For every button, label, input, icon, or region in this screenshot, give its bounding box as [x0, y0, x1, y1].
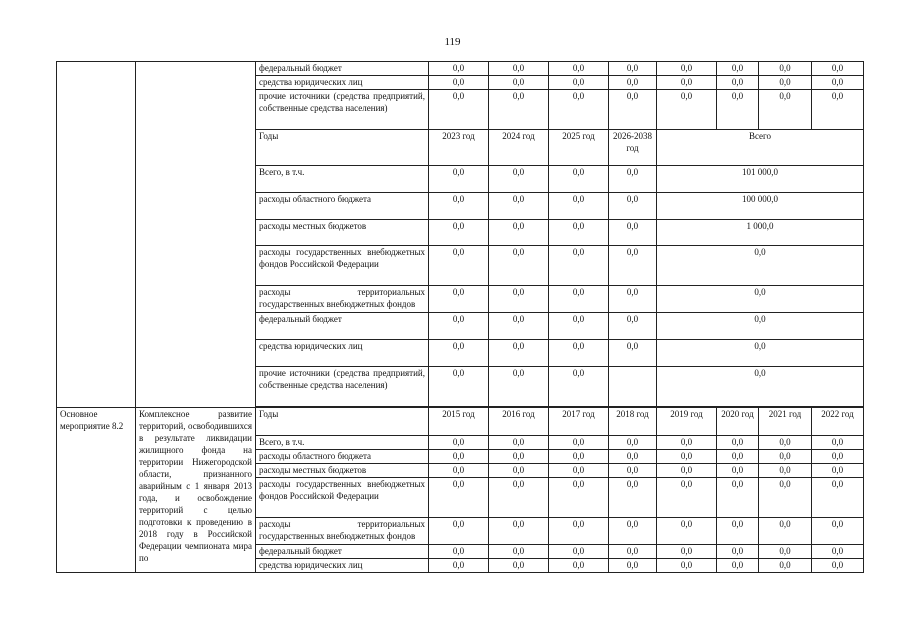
total-value: 0,0	[657, 313, 864, 340]
value-cell: 0,0	[609, 545, 657, 559]
value-cell: 0,0	[609, 559, 657, 573]
value-cell: 0,0	[609, 193, 657, 220]
value-cell: 0,0	[489, 90, 549, 130]
value-cell: 0,0	[717, 76, 759, 90]
row-label: средства юридических лиц	[256, 76, 429, 90]
row-label: расходы областного бюджета	[256, 193, 429, 220]
row-label: расходы областного бюджета	[256, 450, 429, 464]
value-cell: 0,0	[489, 286, 549, 313]
total-value: 0,0	[657, 286, 864, 313]
year-header: 2016 год	[489, 408, 549, 436]
value-cell: 0,0	[609, 464, 657, 478]
value-cell: 0,0	[489, 313, 549, 340]
value-cell: 0,0	[812, 450, 864, 464]
value-cell: 0,0	[609, 62, 657, 76]
budget-table	[56, 61, 864, 573]
row-label: прочие источники (средства предприятий, собственные средства населения)	[256, 367, 429, 407]
value-cell: 0,0	[549, 246, 609, 286]
row-label: расходы территориальных государственных внебюджетных фондов	[256, 286, 429, 313]
event-code-cell	[57, 62, 136, 408]
value-cell: 0,0	[717, 478, 759, 518]
year-header: 2024 год	[489, 130, 549, 166]
table-header-row	[57, 408, 864, 436]
value-cell: 0,0	[759, 76, 812, 90]
value-cell: 0,0	[609, 166, 657, 193]
year-header: 2018 год	[609, 408, 657, 436]
row-label: Всего, в т.ч.	[256, 166, 429, 193]
value-cell: 0,0	[759, 464, 812, 478]
value-cell: 0,0	[549, 76, 609, 90]
value-cell: 0,0	[657, 62, 717, 76]
value-cell: 0,0	[812, 559, 864, 573]
value-cell: 0,0	[717, 518, 759, 545]
total-value: 0,0	[657, 340, 864, 367]
value-cell: 0,0	[489, 450, 549, 464]
value-cell: 0,0	[717, 545, 759, 559]
year-header: 2023 год	[429, 130, 489, 166]
value-cell: 0,0	[609, 436, 657, 450]
value-cell: 0,0	[429, 166, 489, 193]
row-label: расходы государственных внебюджетных фондов Российской Федерации	[256, 478, 429, 518]
row-label: расходы местных бюджетов	[256, 464, 429, 478]
value-cell: 0,0	[657, 90, 717, 130]
value-cell: 0,0	[549, 478, 609, 518]
table-row	[57, 62, 864, 76]
value-cell: 0,0	[609, 76, 657, 90]
row-label: федеральный бюджет	[256, 62, 429, 76]
value-cell: 0,0	[759, 518, 812, 545]
value-cell: 0,0	[489, 367, 549, 407]
value-cell: 0,0	[657, 545, 717, 559]
value-cell: 0,0	[759, 62, 812, 76]
value-cell: 0,0	[429, 559, 489, 573]
value-cell: 0,0	[549, 62, 609, 76]
value-cell: 0,0	[429, 220, 489, 246]
year-header: 2026-2038 год	[609, 130, 657, 166]
row-label: расходы территориальных государственных внебюджетных фондов	[256, 518, 429, 545]
value-cell: 0,0	[812, 90, 864, 130]
value-cell: 0,0	[549, 166, 609, 193]
value-cell: 0,0	[549, 518, 609, 545]
value-cell: 0,0	[429, 286, 489, 313]
value-cell: 0,0	[429, 90, 489, 130]
value-cell: 0,0	[609, 340, 657, 367]
value-cell: 0,0	[429, 478, 489, 518]
row-label: средства юридических лиц	[256, 559, 429, 573]
value-cell: 0,0	[489, 62, 549, 76]
total-value: 0,0	[657, 246, 864, 286]
value-cell: 0,0	[759, 90, 812, 130]
value-cell: 0,0	[489, 76, 549, 90]
value-cell: 0,0	[609, 518, 657, 545]
value-cell: 0,0	[812, 436, 864, 450]
value-cell: 0,0	[549, 90, 609, 130]
value-cell: 0,0	[812, 518, 864, 545]
event-code: Основное мероприятие 8.2	[57, 408, 136, 573]
value-cell: 0,0	[812, 62, 864, 76]
value-cell: 0,0	[429, 464, 489, 478]
value-cell: 0,0	[657, 76, 717, 90]
row-label: средства юридических лиц	[256, 340, 429, 367]
value-cell: 0,0	[609, 313, 657, 340]
value-cell: 0,0	[759, 436, 812, 450]
value-cell: 0,0	[609, 286, 657, 313]
value-cell: 0,0	[812, 478, 864, 518]
value-cell: 0,0	[429, 62, 489, 76]
event-desc-cell	[136, 62, 256, 408]
value-cell: 0,0	[549, 340, 609, 367]
value-cell: 0,0	[717, 90, 759, 130]
value-cell: 0,0	[489, 340, 549, 367]
value-cell: 0,0	[717, 450, 759, 464]
value-cell: 0,0	[489, 220, 549, 246]
value-cell: 0,0	[759, 545, 812, 559]
year-header: 2019 год	[657, 408, 717, 436]
value-cell: 0,0	[812, 545, 864, 559]
value-cell: 0,0	[657, 559, 717, 573]
row-label: федеральный бюджет	[256, 545, 429, 559]
value-cell: 0,0	[549, 367, 609, 407]
page-number: 119	[444, 36, 461, 48]
total-value: 101 000,0	[657, 166, 864, 193]
value-cell: 0,0	[657, 478, 717, 518]
row-label: федеральный бюджет	[256, 313, 429, 340]
value-cell: 0,0	[609, 478, 657, 518]
value-cell: 0,0	[429, 193, 489, 220]
value-cell: 0,0	[429, 518, 489, 545]
value-cell: 0,0	[489, 545, 549, 559]
value-cell: 0,0	[657, 518, 717, 545]
value-cell: 0,0	[759, 478, 812, 518]
value-cell: 0,0	[429, 340, 489, 367]
value-cell: 0,0	[609, 220, 657, 246]
value-cell: 0,0	[549, 193, 609, 220]
row-label: Всего, в т.ч.	[256, 436, 429, 450]
value-cell: 0,0	[717, 464, 759, 478]
value-cell: 0,0	[657, 450, 717, 464]
value-cell: 0,0	[549, 545, 609, 559]
value-cell: 0,0	[549, 313, 609, 340]
value-cell: 0,0	[549, 286, 609, 313]
total-header: Всего	[657, 130, 864, 166]
value-cell: 0,0	[489, 246, 549, 286]
value-cell: 0,0	[759, 450, 812, 464]
value-cell	[609, 367, 657, 407]
value-cell: 0,0	[429, 450, 489, 464]
value-cell: 0,0	[489, 166, 549, 193]
value-cell: 0,0	[549, 220, 609, 246]
row-label: расходы местных бюджетов	[256, 220, 429, 246]
col-header-years: Годы	[256, 408, 429, 436]
value-cell: 0,0	[429, 367, 489, 407]
value-cell: 0,0	[429, 76, 489, 90]
value-cell: 0,0	[549, 559, 609, 573]
value-cell: 0,0	[717, 436, 759, 450]
value-cell: 0,0	[489, 478, 549, 518]
value-cell: 0,0	[657, 436, 717, 450]
year-header: 2025 год	[549, 130, 609, 166]
year-header: 2015 год	[429, 408, 489, 436]
value-cell: 0,0	[489, 464, 549, 478]
value-cell: 0,0	[549, 464, 609, 478]
col-header-years: Годы	[256, 130, 429, 166]
value-cell: 0,0	[609, 90, 657, 130]
value-cell: 0,0	[489, 193, 549, 220]
value-cell: 0,0	[759, 559, 812, 573]
year-header: 2020 год	[717, 408, 759, 436]
year-header: 2017 год	[549, 408, 609, 436]
year-header: 2021 год	[759, 408, 812, 436]
value-cell: 0,0	[549, 450, 609, 464]
value-cell: 0,0	[429, 313, 489, 340]
value-cell: 0,0	[429, 436, 489, 450]
value-cell: 0,0	[609, 450, 657, 464]
value-cell: 0,0	[717, 62, 759, 76]
total-value: 1 000,0	[657, 220, 864, 246]
value-cell: 0,0	[429, 246, 489, 286]
row-label: прочие источники (средства предприятий, собственные средства населения)	[256, 90, 429, 130]
value-cell: 0,0	[549, 436, 609, 450]
value-cell: 0,0	[657, 464, 717, 478]
total-value: 100 000,0	[657, 193, 864, 220]
event-description: Комплексное развитие территорий, освободившихся в результате ликвидации жилищного фонда на территории Нижегородской области, признанного аварийным с 1 января 2013 года, и освобождение территорий с целью подготовки к проведению в 2018 году в Российской Федерации чемпионата мира по	[136, 408, 256, 573]
row-label: расходы государственных внебюджетных фондов Российской Федерации	[256, 246, 429, 286]
value-cell: 0,0	[812, 76, 864, 90]
value-cell: 0,0	[609, 246, 657, 286]
value-cell: 0,0	[429, 545, 489, 559]
value-cell: 0,0	[812, 464, 864, 478]
year-header: 2022 год	[812, 408, 864, 436]
value-cell: 0,0	[489, 518, 549, 545]
value-cell: 0,0	[717, 559, 759, 573]
value-cell: 0,0	[489, 559, 549, 573]
total-value: 0,0	[657, 367, 864, 407]
value-cell: 0,0	[489, 436, 549, 450]
